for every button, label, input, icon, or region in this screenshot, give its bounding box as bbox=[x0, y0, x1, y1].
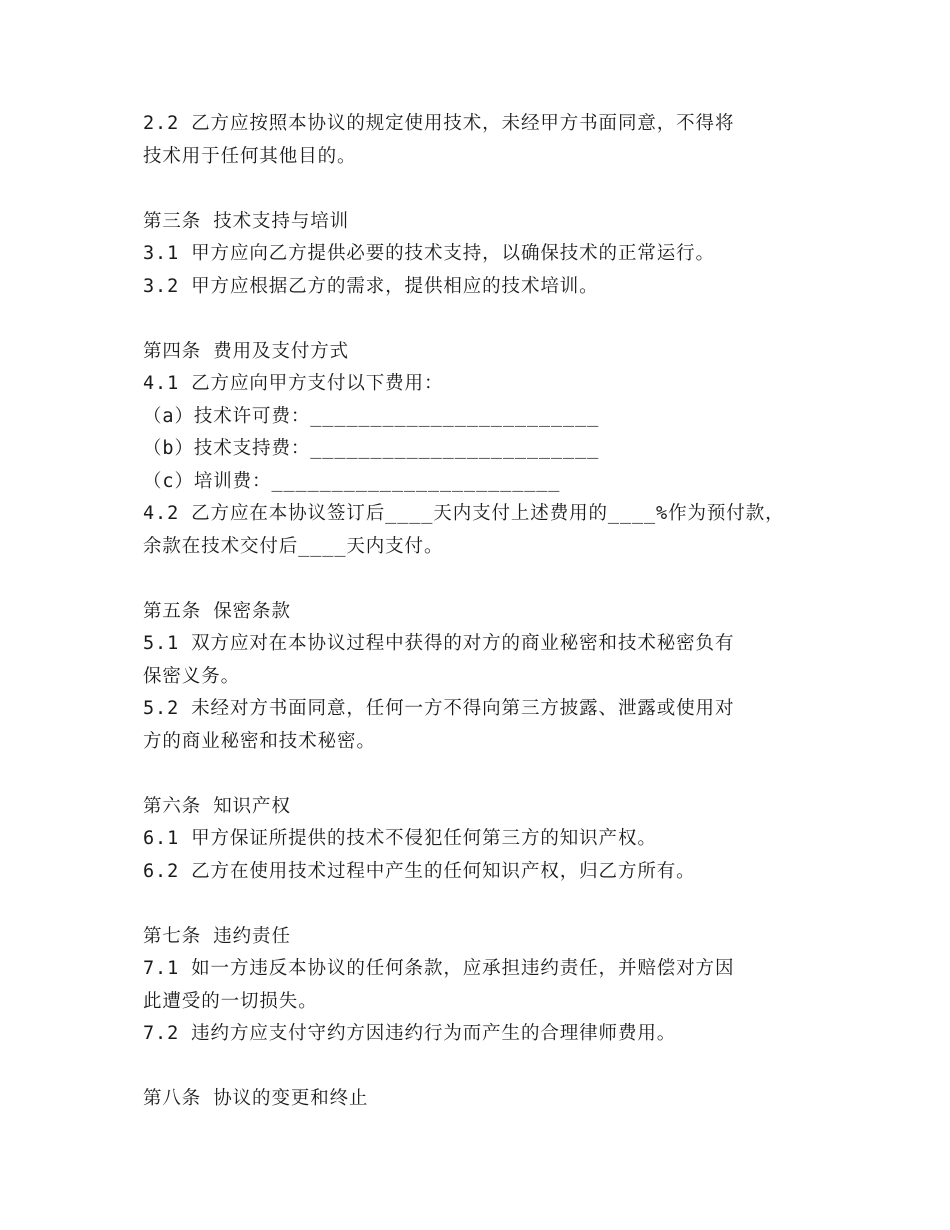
clause-4-2-line-1: 4.2 乙方应在本协议签订后____天内支付上述费用的____%作为预付款， bbox=[143, 503, 785, 524]
fee-item-b: （b）技术支持费：________________________ bbox=[143, 438, 600, 459]
article-3-heading: 第三条 技术支持与培训 bbox=[143, 210, 350, 232]
clause-3-1: 3.1 甲方应向乙方提供必要的技术支持，以确保技术的正常运行。 bbox=[143, 243, 715, 264]
paragraph-gap bbox=[143, 173, 833, 206]
article-7-heading: 第七条 违约责任 bbox=[143, 925, 291, 947]
clause-5-2-line-2: 方的商业秘密和技术秘密。 bbox=[143, 730, 376, 752]
document-body bbox=[143, 108, 833, 1116]
clause-2-2-line-1: 2.2 乙方应按照本协议的规定使用技术，未经甲方书面同意，不得将 bbox=[143, 113, 735, 134]
clause-6-1: 6.1 甲方保证所提供的技术不侵犯任何第三方的知识产权。 bbox=[143, 828, 657, 849]
paragraph-gap bbox=[143, 303, 833, 336]
clause-4-2-line-2: 余款在技术交付后____天内支付。 bbox=[143, 535, 444, 557]
fee-item-a: （a）技术许可费：________________________ bbox=[143, 405, 600, 427]
clause-6-2: 6.2 乙方在使用技术过程中产生的任何知识产权，归乙方所有。 bbox=[143, 860, 696, 882]
clause-3-2: 3.2 甲方应根据乙方的需求，提供相应的技术培训。 bbox=[143, 275, 599, 297]
clause-7-1-line-2: 此遭受的一切损失。 bbox=[143, 990, 318, 1012]
article-6-heading: 第六条 知识产权 bbox=[143, 795, 291, 817]
paragraph-gap bbox=[143, 758, 833, 791]
paragraph-gap bbox=[143, 563, 833, 596]
clause-5-2-line-1: 5.2 未经对方书面同意，任何一方不得向第三方披露、泄露或使用对 bbox=[143, 698, 735, 719]
clause-5-1-line-1: 5.1 双方应对在本协议过程中获得的对方的商业秘密和技术秘密负有 bbox=[143, 633, 735, 654]
clause-5-1-line-2: 保密义务。 bbox=[143, 665, 241, 687]
clause-7-2: 7.2 违约方应支付守约方因违约行为而产生的合理律师费用。 bbox=[143, 1023, 677, 1044]
article-5-heading: 第五条 保密条款 bbox=[143, 600, 291, 622]
clause-2-2-line-2: 技术用于任何其他目的。 bbox=[143, 145, 357, 167]
paragraph-gap bbox=[143, 1051, 833, 1084]
article-4-heading: 第四条 费用及支付方式 bbox=[143, 340, 350, 362]
paragraph-gap bbox=[143, 888, 833, 921]
article-8-heading: 第八条 协议的变更和终止 bbox=[143, 1088, 369, 1109]
clause-7-1-line-1: 7.1 如一方违反本协议的任何条款，应承担违约责任，并赔偿对方因 bbox=[143, 958, 735, 979]
clause-4-1: 4.1 乙方应向甲方支付以下费用： bbox=[143, 373, 444, 394]
fee-item-c: （c）培训费：________________________ bbox=[143, 470, 561, 492]
